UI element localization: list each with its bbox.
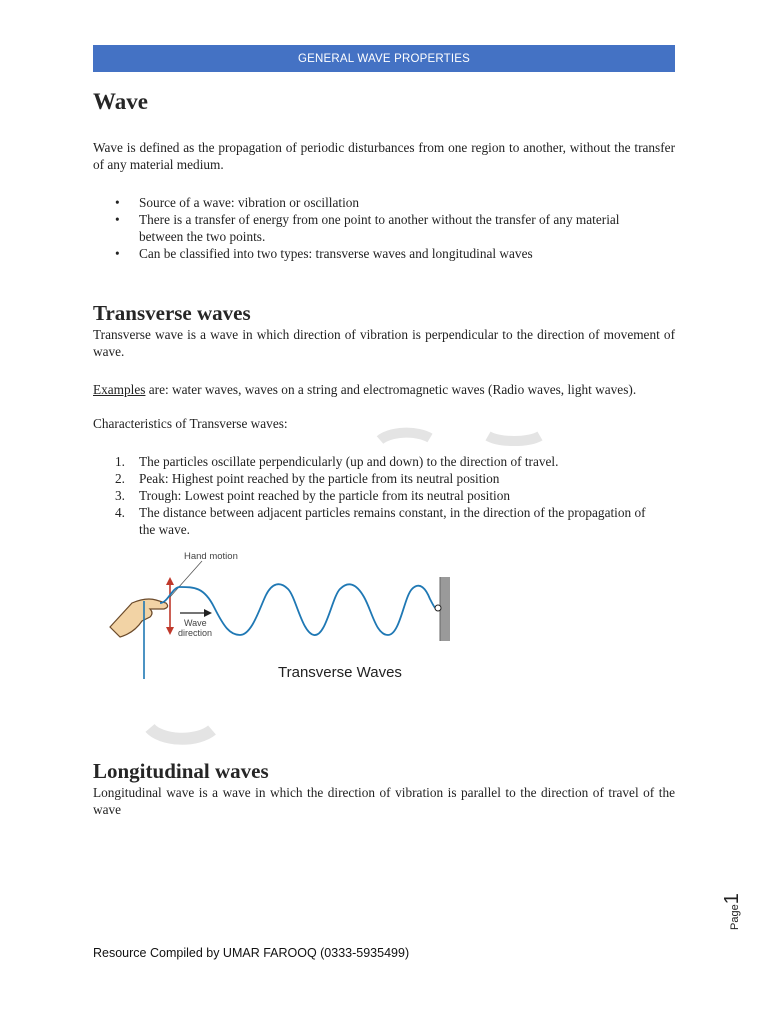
hand-motion-label: Hand motion	[184, 551, 238, 562]
list-item: 2. Peak: Highest point reached by the particle from its neutral position	[115, 471, 500, 486]
wave-direction-label-2: direction	[178, 628, 213, 638]
figure-caption: Transverse Waves	[278, 664, 402, 681]
characteristics-list	[93, 453, 653, 538]
list-number: 1.	[115, 454, 125, 469]
page-number-value: 1	[721, 893, 743, 905]
transverse-definition: Transverse wave is a wave in which direction of vibration is perpendicular to the direction of movement of wave.	[93, 327, 675, 359]
wave-bullet-list	[93, 194, 653, 262]
page-number	[721, 893, 744, 930]
list-number: 4.	[115, 505, 125, 520]
list-item: 3. Trough: Lowest point reached by the particle from its neutral position	[115, 488, 511, 503]
list-item: • Source of a wave: vibration or oscillation	[115, 195, 360, 210]
characteristics-label: Characteristics of Transverse waves:	[93, 416, 288, 431]
header-title: GENERAL WAVE PROPERTIES	[297, 52, 471, 65]
header-bar	[93, 45, 675, 72]
list-item: 1. The particles oscillate perpendicularly (up and down) to the direction of travel.	[115, 454, 559, 469]
examples-label: Examples	[93, 382, 146, 397]
bullet-icon: •	[115, 246, 120, 261]
footer-credit: Resource Compiled by UMAR FAROOQ (0333-5935499)	[93, 946, 410, 960]
wave-direction-label-1: Wave	[184, 618, 207, 628]
page-label: Page	[729, 904, 741, 930]
longitudinal-definition: Longitudinal wave is a wave in which the direction of vibration is parallel to the direction of travel of the wave	[93, 785, 675, 817]
list-number: 2.	[115, 471, 125, 486]
list-item: 4. The distance between adjacent particles remains constant, in the direction of the propagation of the wave.	[115, 505, 646, 537]
bullet-icon: •	[115, 212, 120, 227]
transverse-examples	[93, 381, 675, 398]
bullet-icon: •	[115, 195, 120, 210]
list-item: • There is a transfer of energy from one point to another without the transfer of any material between the two points.	[115, 212, 620, 244]
list-item: • Can be classified into two types: transverse waves and longitudinal waves	[115, 246, 533, 261]
examples-text: are: water waves, waves on a string and electromagnetic waves (Radio waves, light waves).	[145, 382, 637, 397]
list-number: 3.	[115, 488, 125, 503]
wave-definition: Wave is defined as the propagation of periodic disturbances from one region to another, without the transfer of any material medium.	[93, 140, 675, 172]
heading-wave: Wave	[93, 89, 148, 114]
heading-longitudinal: Longitudinal waves	[93, 759, 269, 783]
wall	[440, 577, 450, 641]
heading-transverse: Transverse waves	[93, 301, 251, 325]
transverse-wave-figure	[104, 537, 464, 687]
